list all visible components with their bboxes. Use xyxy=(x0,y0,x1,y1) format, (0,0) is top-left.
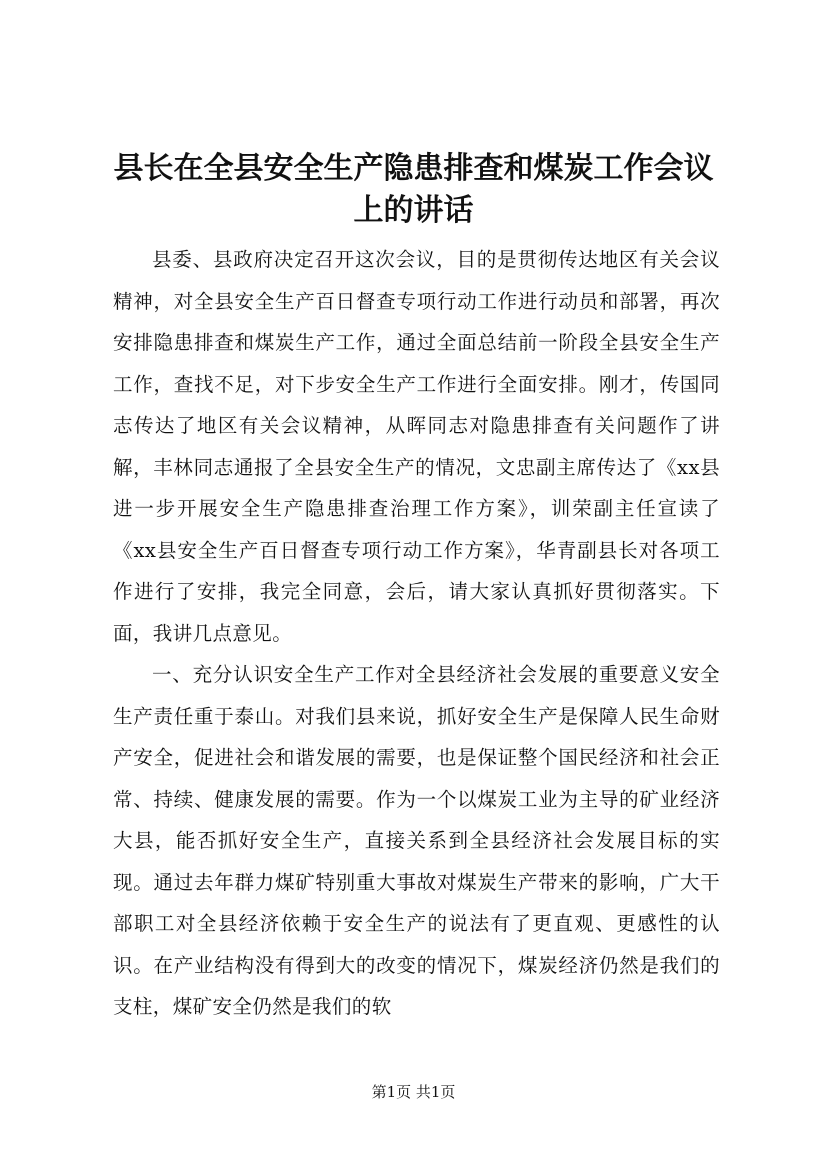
document-title-line-1: 县长在全县安全生产隐患排查和煤炭工作会议 xyxy=(113,151,714,186)
paragraph-section-1: 一、充分认识安全生产工作对全县经济社会发展的重要意义安全生产责任重于泰山。对我们县来说，抓好安全生产是保障人民生命财产安全，促进社会和谐发展的需要，也是保证整个国民经济和社会正常、持续、健康发展的需要。作为一个以煤炭工业为主导的矿业经济大县，能否抓好安全生产，直接关系到全县经济社会发展目标的实现。通过去年群力煤矿特别重大事故对煤炭生产带来的影响，广大干部职工对全县经济依赖于安全生产的说法有了更直观、更感性的认识。在产业结构没有得到大的改变的情况下，煤炭经济仍然是我们的支柱，煤矿安全仍然是我们的软 xyxy=(113,663,720,1018)
document-title-line-2: 上的讲话 xyxy=(353,193,474,228)
document-body xyxy=(113,239,720,1028)
page-footer: 第1页 共1页 xyxy=(371,1083,456,1101)
paragraph-intro: 县委、县政府决定召开这次会议，目的是贯彻传达地区有关会议精神，对全县安全生产百日督查专项行动工作进行动员和部署，再次安排隐患排查和煤炭生产工作，通过全面总结前一阶段全县安全生产工作，查找不足，对下步安全生产工作进行全面安排。刚才，传国同志传达了地区有关会议精神，从晖同志对隐患排查有关问题作了讲解，丰林同志通报了全县安全生产的情况，文忠副主席传达了《xx县进一步开展安全生产隐患排查治理工作方案》，训荣副主任宣读了《xx县安全生产百日督查专项行动工作方案》，华青副县长对各项工作进行了安排，我完全同意，会后，请大家认真抓好贯彻落实。下面，我讲几点意见。 xyxy=(113,248,720,645)
